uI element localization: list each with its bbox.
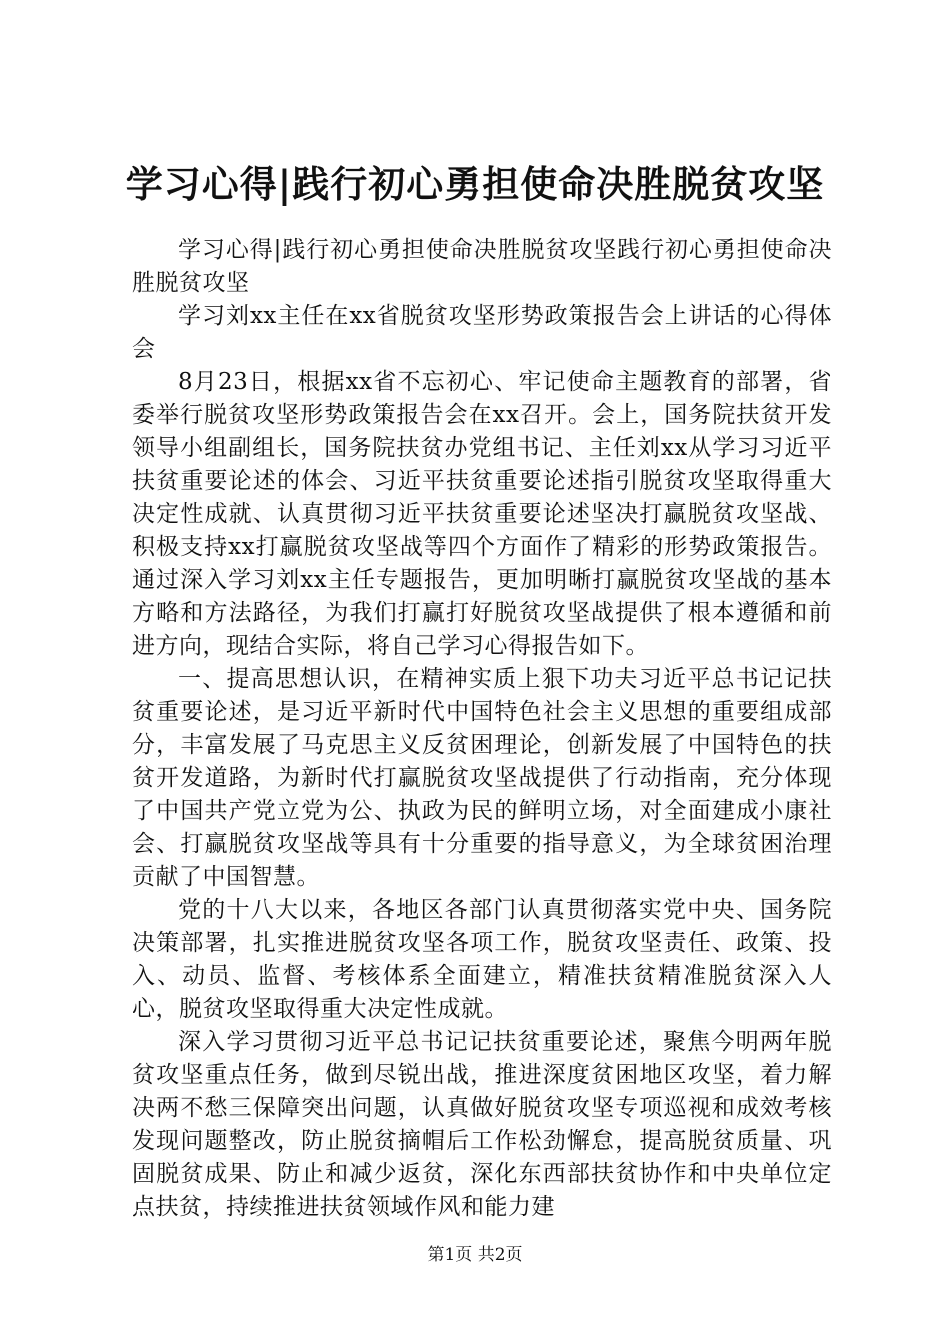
paragraph-section-one: 一、提高思想认识，在精神实质上狠下功夫习近平总书记记扶贫重要论述，是习近平新时代中国特色社会主义思想的重要组成部分，丰富发展了马克思主义反贫困理论，创新发展了中国特色的扶贫开发道路，为新时代打赢脱贫攻坚战提供了行动指南，充分体现了中国共产党立党为公、执政为民的鲜明立场，对全面建成小康社会、打赢脱贫攻坚战等具有十分重要的指导意义，为全球贫困治理贡献了中国智慧。 (132, 666, 832, 890)
document-title: 学习心得|践行初心勇担使命决胜脱贫攻坚 (125, 162, 825, 206)
paragraph-achievements: 党的十八大以来，各地区各部门认真贯彻落实党中央、国务院决策部署，扎实推进脱贫攻坚各项工作，脱贫攻坚责任、政策、投入、动员、监督、考核体系全面建立，精准扶贫精准脱贫深入人心，脱贫攻坚取得重大决定性成就。 (132, 897, 832, 1022)
paragraph-tasks: 深入学习贯彻习近平总书记记扶贫重要论述，聚焦今明两年脱贫攻坚重点任务，做到尽锐出战，推进深度贫困地区攻坚，着力解决两不愁三保障突出问题，认真做好脱贫攻坚专项巡视和成效考核发现问题整改，防止脱贫摘帽后工作松劲懈怠，提高脱贫质量、巩固脱贫成果、防止和减少返贫，深化东西部扶贫协作和中央单位定点扶贫，持续推进扶贫领域作风和能力建 (132, 1029, 832, 1220)
page-indicator: 第1页 共2页 (427, 1245, 523, 1265)
paragraph-intro: 8月23日，根据xx省不忘初心、牢记使命主题教育的部署，省委举行脱贫攻坚形势政策报告会在xx召开。会上，国务院扶贫开发领导小组副组长，国务院扶贫办党组书记、主任刘xx从学习习近平扶贫重要论述的体会、习近平扶贫重要论述指引脱贫攻坚取得重大决定性成就、认真贯彻习近平扶贫重要论述坚决打赢脱贫攻坚战、积极支持xx打赢脱贫攻坚战等四个方面作了精彩的形势政策报告。通过深入学习刘xx主任专题报告，更加明晰打赢脱贫攻坚战的基本方略和方法路径，为我们打赢打好脱贫攻坚战提供了根本遵循和前进方向，现结合实际，将自己学习心得报告如下。 (132, 369, 832, 659)
paragraph-heading: 学习刘xx主任在xx省脱贫攻坚形势政策报告会上讲话的心得体会 (132, 303, 832, 362)
paragraph-subtitle: 学习心得|践行初心勇担使命决胜脱贫攻坚践行初心勇担使命决胜脱贫攻坚 (132, 237, 832, 296)
document-body (132, 234, 832, 1224)
